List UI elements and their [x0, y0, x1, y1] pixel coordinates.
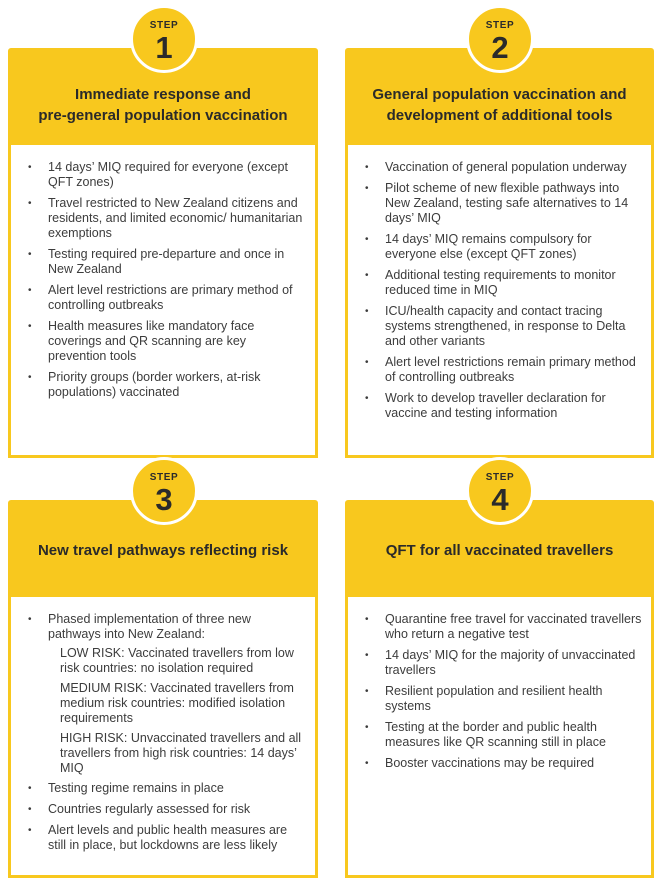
step-4-badge [466, 457, 534, 525]
list-item: • Testing regime remains in place [26, 781, 307, 796]
list-item: • Priority groups (border workers, at-risk populations) vaccinated [26, 370, 307, 400]
step-3-card [8, 500, 318, 878]
list-item: • Testing at the border and public health measures like QR scanning still in place [363, 720, 643, 750]
list-item: • Health measures like mandatory face coverings and QR scanning are key prevention tools [26, 319, 307, 364]
list-item: • ICU/health capacity and contact tracing systems strengthened, in response to Delta and other variants [363, 304, 643, 349]
step-4-label: STEP [485, 472, 515, 483]
step-1-badge [130, 5, 198, 73]
step-1-card [8, 48, 318, 458]
step-4-list [363, 612, 643, 777]
step-1-body [8, 145, 318, 458]
list-item: • Travel restricted to New Zealand citizens and residents, and limited economic/ humanitarian exemptions [26, 196, 307, 241]
step-1-title-line2: pre-general population vaccination [38, 107, 288, 124]
step-4-number: 4 [491, 482, 509, 517]
list-item: • Alert level restrictions remain primary method of controlling outbreaks [363, 355, 643, 385]
list-item: • Booster vaccinations may be required [363, 756, 643, 771]
step-2-title-line2: development of additional tools [386, 107, 613, 124]
step-3-number: 3 [155, 482, 173, 517]
step-3-body [8, 597, 318, 878]
step-2-list [363, 160, 643, 427]
list-item: • 14 days’ MIQ for the majority of unvaccinated travellers [363, 648, 643, 678]
step-2-number: 2 [491, 30, 509, 65]
step-2-badge [466, 5, 534, 73]
list-item: • Vaccination of general population underway [363, 160, 643, 175]
list-item: • Additional testing requirements to monitor reduced time in MIQ [363, 268, 643, 298]
list-item: • Phased implementation of three new pathways into New Zealand: [26, 612, 307, 642]
step-1-label: STEP [149, 20, 179, 31]
list-item: • Alert levels and public health measures are still in place, but lockdowns are less likely [26, 823, 307, 853]
step-2-title [353, 84, 646, 126]
step-1-list [26, 160, 307, 406]
list-subitem: LOW RISK: Vaccinated travellers from low risk countries: no isolation required [60, 646, 294, 675]
step-4-title [353, 540, 646, 561]
step-2-card [345, 48, 654, 458]
step-4-title-line1: QFT for all vaccinated travellers [385, 542, 614, 559]
list-item: • Alert level restrictions are primary method of controlling outbreaks [26, 283, 307, 313]
step-3-title-line1: New travel pathways reflecting risk [37, 542, 289, 559]
step-3-label: STEP [149, 472, 179, 483]
step-1-title-line1: Immediate response and [75, 86, 251, 103]
step-2-label: STEP [485, 20, 515, 31]
list-item: • Work to develop traveller declaration for vaccine and testing information [363, 391, 643, 421]
step-3-list [26, 612, 307, 859]
list-subitem: HIGH RISK: Unvaccinated travellers and all travellers from high risk countries: 14 days’ MIQ [60, 731, 302, 775]
list-item: • 14 days’ MIQ required for everyone (except QFT zones) [26, 160, 307, 190]
step-1-number: 1 [155, 30, 173, 65]
step-3-title [16, 540, 310, 561]
list-subitem: MEDIUM RISK: Vaccinated travellers from medium risk countries: modified isolation requirements [60, 681, 294, 725]
step-4-body [345, 597, 654, 878]
step-2-body [345, 145, 654, 458]
list-item: • Pilot scheme of new flexible pathways into New Zealand, testing safe alternatives to 14 days’ MIQ [363, 181, 643, 226]
step-2-title-line1: General population vaccination and [372, 86, 627, 103]
list-item: • Resilient population and resilient health systems [363, 684, 643, 714]
list-item: • Testing required pre-departure and once in New Zealand [26, 247, 307, 277]
step-1-title [16, 84, 310, 126]
list-item: • Quarantine free travel for vaccinated travellers who return a negative test [363, 612, 643, 642]
list-item: • 14 days’ MIQ remains compulsory for everyone else (except QFT zones) [363, 232, 643, 262]
step-3-badge [130, 457, 198, 525]
step-4-card [345, 500, 654, 878]
list-item: • Countries regularly assessed for risk [26, 802, 307, 817]
